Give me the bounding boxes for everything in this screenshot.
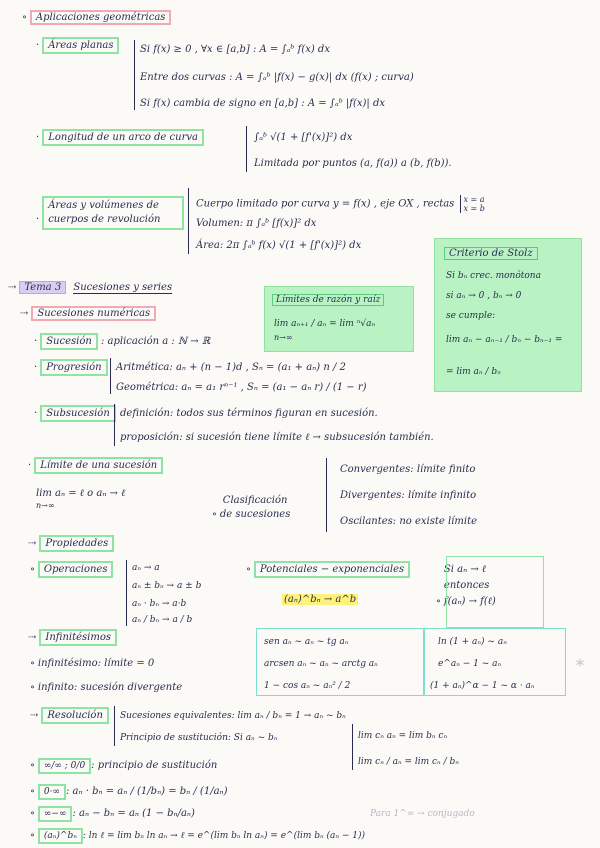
vol-line-1: Cuerpo limitado por curva y = f(x) , eje OX , rectas x = a x = b: [196, 195, 485, 213]
subsuc-label: · Subsucesión: [34, 408, 116, 420]
long-line-1: ∫ₐᵇ √(1 + [f'(x)]²) dx: [254, 132, 353, 143]
clas-line-1: Convergentes: límite finito: [340, 464, 476, 475]
stolz-line-4: lim aₙ − aₙ₋₁ / bₙ − bₙ₋₁ =: [446, 335, 563, 345]
prog-label: · Progresión: [34, 362, 108, 374]
prop-label: ⇢ Propiedades: [28, 538, 114, 550]
clas-line-3: Oscilantes: no existe límite: [340, 516, 478, 527]
stolz-title: Criterio de Stolz: [444, 248, 538, 260]
brace-resol: [114, 706, 115, 746]
continuity-frame: [446, 556, 544, 628]
resol-label: ⇢ Resolución: [30, 710, 109, 722]
ind-row-4: ∘ (aₙ)^bₙ : ln ℓ = lim bₙ ln aₙ → ℓ = e^(lim bₙ ln aₙ) = e^(lim bₙ (aₙ − 1)): [30, 830, 365, 842]
equiv-6: (1 + aₙ)^α − 1 ~ α · aₙ: [430, 681, 535, 691]
section-apl-title: ∘ Aplicaciones geométricas: [22, 12, 171, 24]
prog-line-1: Aritmética: aₙ + (n − 1)d , Sₙ = (a₁ + aₙ) n / 2: [116, 362, 346, 373]
lim-sub: n→∞: [36, 501, 55, 510]
tema-heading: ⇢ Tema 3 Sucesiones y series: [8, 282, 173, 293]
oper-line-2: aₙ ± bₙ → a ± b: [132, 581, 202, 591]
areas-line-3: Si f(x) cambia de signo en [a,b] : A = ∫ₐᵇ |f(x)| dx: [140, 98, 386, 109]
brace-vol: [188, 188, 189, 254]
stolz-line-5: = lim aₙ / bₙ: [446, 367, 501, 377]
pot-formula: (aₙ)^bₙ → a^b: [284, 594, 357, 605]
stolz-line-3: se cumple:: [446, 311, 496, 321]
lim-label: · Límite de una sucesión: [28, 460, 163, 472]
long-line-2: Limitada por puntos (a, f(a)) a (b, f(b)).: [254, 158, 452, 169]
resol-line-1: Sucesiones equivalentes: lim aₙ / bₙ = 1 → aₙ ~ bₙ: [120, 711, 346, 721]
continuity-block: ∘Si aₙ → ℓ entonces f(aₙ) → f(ℓ): [436, 564, 496, 607]
prog-line-2: Geométrica: aₙ = a₁ rⁿ⁻¹ , Sₙ = (a₁ − aₙ r) / (1 − r): [116, 382, 367, 393]
clas-line-2: Divergentes: límite infinito: [340, 490, 477, 501]
inf-label: ⇢ Infinitésimos: [28, 632, 117, 644]
equiv-2: arcsen aₙ ~ aₙ ~ arctg aₙ: [264, 659, 378, 669]
stolz-line-1: Si bₙ crec. monótona: [446, 271, 541, 281]
sucesion-row: · Sucesión : aplicación a : ℕ → ℝ: [34, 336, 210, 348]
oper-line-3: aₙ · bₙ → a·b: [132, 599, 187, 609]
brace-oper: [126, 560, 127, 626]
subsuc-line-2: proposición: si sucesión tiene límite ℓ → subsucesión también.: [120, 432, 434, 443]
lim-formula: lim aₙ = ℓ o aₙ → ℓ: [36, 488, 126, 499]
equiv-4: ln (1 + aₙ) ~ aₙ: [438, 637, 507, 647]
areas-line-2: Entre dos curvas : A = ∫ₐᵇ |f(x) − g(x)| dx (f(x) ; curva): [140, 72, 414, 83]
brace-areas: [134, 40, 135, 110]
star-mark: *: [576, 656, 584, 675]
subsuc-line-1: definición: todos sus términos figuran en sucesión.: [120, 408, 378, 419]
resol-line-4: lim cₙ / aₙ = lim cₙ / bₙ: [358, 757, 459, 767]
areas-label: · Áreas planas: [36, 40, 119, 52]
razon-raiz-sub: n→∞: [274, 333, 293, 342]
long-label: · Longitud de un arco de curva: [36, 132, 204, 144]
razon-raiz-title: Límites de razón y raíz: [272, 294, 384, 306]
oper-line-4: aₙ / bₙ → a / b: [132, 615, 193, 625]
vol-line-2: Volumen: π ∫ₐᵇ [f(x)]² dx: [196, 218, 317, 229]
brace-sust: [352, 724, 353, 770]
stolz-line-2: si aₙ → 0 , bₙ → 0: [446, 291, 522, 301]
ind-row-2: ∘ 0·∞ : aₙ · bₙ = aₙ / (1/bₙ) = bₙ / (1/aₙ): [30, 786, 227, 798]
faint-note: Para 1^∞ → conjugado: [370, 809, 475, 819]
equiv-3: 1 − cos aₙ ~ aₙ² / 2: [264, 681, 351, 691]
resol-line-3: lim cₙ aₙ = lim bₙ cₙ: [358, 731, 448, 741]
ind-row-1: ∘ ∞/∞ ; 0/0 : principio de sustitución: [30, 760, 217, 772]
resol-line-2: Principio de sustitución: Si aₙ ~ bₙ: [120, 733, 278, 743]
clas-label: ∘Clasificación de sucesiones: [212, 495, 291, 520]
equiv-5: e^aₙ − 1 ~ aₙ: [438, 659, 502, 669]
brace-long: [246, 126, 247, 172]
inf-line-1: ∘ infinitésimo: límite = 0: [30, 658, 155, 669]
inf-line-2: ∘ infinito: sucesión divergente: [30, 682, 183, 693]
pot-label: ∘ Potenciales − exponenciales: [246, 564, 410, 576]
suc-num-label: ⇢ Sucesiones numéricas: [20, 308, 156, 320]
brace-prog: [110, 358, 111, 394]
vol-label: ·Áreas y volúmenes de cuerpos de revolución: [36, 196, 184, 230]
razon-raiz-formula: lim aₙ₊₁ / aₙ = lim ⁿ√aₙ: [274, 319, 376, 329]
brace-clas: [326, 458, 327, 532]
vol-line-3: Área: 2π ∫ₐᵇ f(x) √(1 + [f'(x)]²) dx: [196, 240, 362, 251]
oper-label: ∘ Operaciones: [30, 564, 113, 576]
areas-line-1: Si f(x) ≥ 0 , ∀x ∈ [a,b] : A = ∫ₐᵇ f(x) dx: [140, 44, 330, 55]
oper-line-1: aₙ → a: [132, 563, 160, 573]
brace-subsuc: [114, 404, 115, 446]
equiv-1: sen aₙ ~ aₙ ~ tg aₙ: [264, 637, 349, 647]
ind-row-3: ∘ ∞−∞ : aₙ − bₙ = aₙ (1 − bₙ/aₙ): [30, 808, 195, 820]
